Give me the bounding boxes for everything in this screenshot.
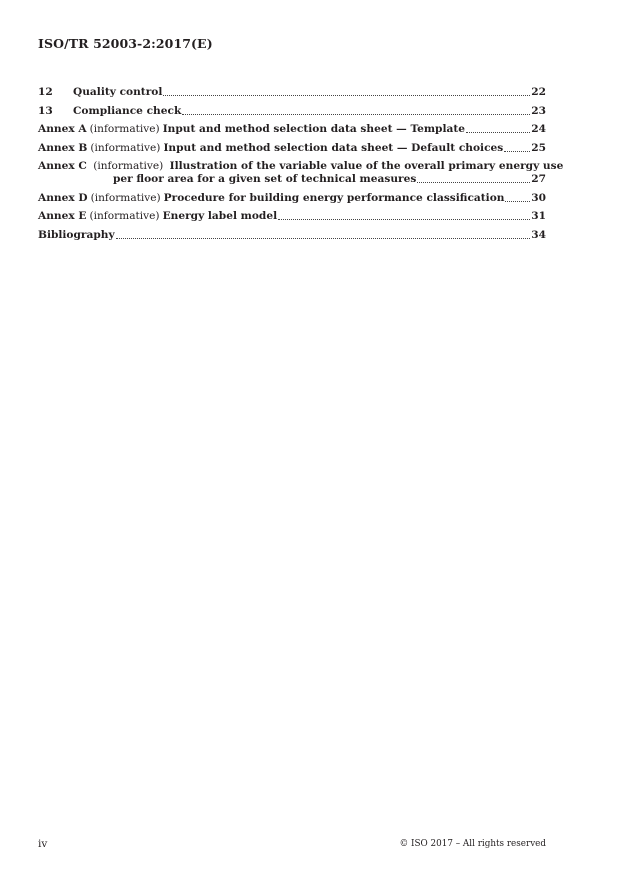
- toc-leader-dots: [505, 201, 530, 202]
- toc-leader-dots: [504, 151, 530, 152]
- toc-annex-type: (informative): [89, 210, 160, 222]
- toc-entry-line-2: [38, 173, 546, 186]
- toc-annex-type: (informative): [90, 191, 161, 204]
- page-number: iv: [38, 838, 48, 850]
- toc-entry-title: Input and method selection data sheet — Default choices: [163, 141, 504, 154]
- toc-annex-type: (informative): [93, 160, 164, 172]
- toc-entry-title: Illustration of the variable value of the overall primary energy use: [169, 160, 564, 172]
- toc-entry-page: 34: [531, 228, 546, 241]
- toc-entry-annex-c[interactable]: [38, 160, 564, 186]
- toc-entry-title: Quality control: [73, 86, 163, 98]
- toc-entry-title: Compliance check: [73, 104, 182, 117]
- toc-entry-page: 24: [531, 123, 546, 135]
- toc-entry-page: 22: [531, 86, 546, 98]
- toc-entry-annex-e[interactable]: [38, 210, 546, 223]
- toc-annex-type: (informative): [90, 141, 161, 154]
- copyright-notice: © ISO 2017 – All rights reserved: [399, 839, 546, 849]
- toc-leader-dots: [116, 238, 531, 239]
- toc-entry-page: 27: [531, 173, 546, 185]
- toc-entry-number: 13: [38, 104, 53, 117]
- table-of-contents: [38, 86, 564, 247]
- toc-leader-dots: [417, 182, 530, 183]
- toc-entry-page: 31: [531, 210, 546, 222]
- toc-entry-number: 12: [38, 86, 53, 98]
- toc-entry-13[interactable]: [38, 105, 546, 118]
- toc-leader-dots: [182, 114, 530, 115]
- toc-entry-12[interactable]: [38, 86, 546, 99]
- toc-entry-line-1: [38, 160, 564, 173]
- toc-annex-label: Annex B: [38, 141, 88, 154]
- toc-annex-label: Annex D: [38, 191, 88, 204]
- toc-entry-page: 25: [531, 141, 546, 154]
- toc-entry-title: Energy label model: [162, 210, 278, 222]
- toc-annex-type: (informative): [89, 123, 160, 135]
- toc-entry-title-continued: per floor area for a given set of technical measures: [113, 173, 417, 185]
- toc-entry-page: 30: [531, 191, 546, 204]
- toc-entry-title: Procedure for building energy performance classification: [163, 191, 505, 204]
- toc-annex-label: Annex A: [38, 123, 87, 135]
- toc-annex-label: Annex C: [38, 160, 87, 172]
- toc-leader-dots: [466, 132, 530, 133]
- toc-leader-dots: [163, 95, 530, 96]
- toc-annex-label: Annex E: [38, 210, 87, 222]
- document-id-header: ISO/TR 52003-2:2017(E): [38, 36, 213, 51]
- toc-entry-title: Input and method selection data sheet — Template: [162, 123, 465, 135]
- toc-entry-annex-a[interactable]: [38, 123, 546, 136]
- toc-entry-title: Bibliography: [38, 228, 115, 241]
- toc-entry-bibliography[interactable]: [38, 229, 546, 242]
- toc-entry-annex-b[interactable]: [38, 142, 546, 155]
- toc-entry-page: 23: [531, 104, 546, 117]
- toc-entry-annex-d[interactable]: [38, 192, 546, 205]
- toc-leader-dots: [278, 219, 530, 220]
